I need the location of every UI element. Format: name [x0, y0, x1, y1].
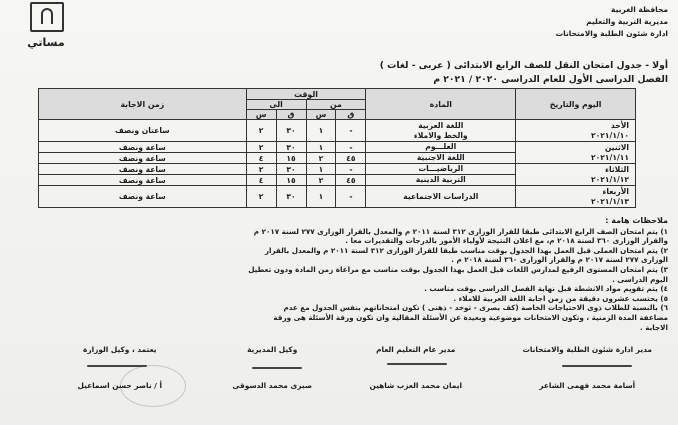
to-hour: ٢: [246, 164, 276, 175]
to-minute: ٣٠: [276, 164, 306, 175]
signature-role: مدير عام التعليم العام: [376, 345, 456, 354]
logo-text: مساتي: [27, 36, 65, 49]
table-row: [39, 142, 636, 153]
row-subject: التربية الدينية: [366, 175, 516, 186]
to-minute: ٣٠: [276, 186, 306, 208]
duration: ساعة ونصف: [39, 186, 247, 208]
row-day-date: [516, 120, 636, 142]
duration: ساعة ونصف: [39, 153, 247, 164]
signature-scribble: [87, 365, 147, 367]
to-hour: ٢: [246, 120, 276, 142]
note-line: ٤) يتم تقويم مواد الانشطة قبل نهاية الفصل الدراسى بوقت مناسب .: [424, 284, 668, 294]
day-name: الثلاثاء: [605, 164, 629, 174]
from-minute: ٤٥: [336, 175, 366, 186]
day-date: ٢٠٢١/١/١٢: [591, 174, 629, 184]
signature-block: [77, 345, 162, 390]
from-hour: ١: [306, 120, 336, 142]
to-hour: ٢: [246, 186, 276, 208]
duration: ساعة ونصف: [39, 164, 247, 175]
from-hour: ١: [306, 186, 336, 208]
row-day-date: [516, 186, 636, 208]
header-time: الوقت: [246, 89, 366, 100]
note-line: ٥) يحتسب عشرون دقيقة من زمن اجابة اللغة العربية للاملاء .: [453, 293, 668, 303]
signature-role: يعتمد ، وكيل الوزارة: [82, 345, 157, 354]
logo: [22, 2, 70, 52]
row-subject: الرياضيـــات: [366, 164, 516, 175]
table-row: [39, 186, 636, 208]
schedule-title: أولا - جدول امتحان النقل للصف الرابع الابتدائى ( عربى - لغات ): [379, 60, 668, 71]
header-subject: المادة: [366, 89, 516, 120]
table-row: [39, 164, 636, 175]
to-hour: ٤: [246, 175, 276, 186]
note-line: والقرار الوزارى ٣٦٠ لسنة ٢٠١٨ م، مع اعلان النتيجة لأولياء الأمور بالدرجات والتقديرات معا .: [345, 236, 668, 246]
signature-scribble: [387, 363, 447, 365]
schedule-subtitle: الفصل الدراسى الأول للعام الدراسى ٢٠٢٠ / ٢٠٢١ م: [433, 74, 668, 85]
from-hour: ١: [306, 142, 336, 153]
day-name: الأحد: [610, 120, 629, 130]
signature-name: أ / ناصر حسن اسماعيل: [77, 381, 162, 390]
signatures: [30, 345, 652, 415]
row-subject: اللغة الاجنبية: [366, 153, 516, 164]
signature-block: [369, 345, 462, 390]
subject-name: اللغة العربية: [418, 120, 464, 130]
note-line: مضاعفة المدة الزمنية ، وتكون الامتحانات موضوعية وبعيدة عن الأسئلة المقالية وان تكون ورقة الأسئلة هى ورقة: [273, 312, 668, 322]
subject-name-line2: والخط والاملاء: [413, 130, 468, 140]
day-date: ٢٠٢١/١/١٣: [591, 196, 629, 206]
signature-scribble: [252, 367, 302, 369]
row-subject: الدراسات الاجتماعية: [366, 186, 516, 208]
important-notes: [38, 216, 668, 332]
header-department: ادارة شئون الطلبة والامتحانات: [555, 29, 668, 38]
signature-scribble: [562, 365, 632, 367]
from-hour: ٢: [306, 153, 336, 164]
row-subject: [366, 120, 516, 142]
from-minute: -: [336, 186, 366, 208]
header-to-minute: ق: [276, 110, 306, 120]
to-minute: ١٥: [276, 175, 306, 186]
note-line: ٣) يتم امتحان المستوى الرفيع لمدارس اللغات قبل العمل بهذا الجدول بوقت مناسب مع مراعاة زمن المادة ودون تعطيل: [248, 264, 668, 274]
day-name: الاثنين: [604, 142, 629, 152]
note-line: الاجابة .: [640, 322, 668, 332]
day-name: الأربعاء: [602, 186, 629, 196]
header-directorate: مديرية التربية والتعليم: [586, 17, 668, 26]
note-line: ٦) بالنسبة للطلاب ذوى الاحتياجات الخاصة (كف بصرى - توحد - ذهنى ) تكون امتحاناتهم بنفس الجدول مع عدم: [283, 303, 668, 313]
signature-name: صبرى محمد الدسوقى: [232, 381, 312, 390]
note-line: الوزارى ٢٧٧ لسنة ٢٠١٧ م والقرار الوزارى ٣٦٠ لسنة ٢٠١٨ م .: [451, 255, 668, 265]
header-day-date: اليوم والتاريخ: [516, 89, 636, 120]
to-minute: ١٥: [276, 153, 306, 164]
note-line: ١) يتم امتحان الصف الرابع الابتدائى طبقا للقرار الوزارى ٣١٢ لسنة ٢٠١١ م والمعدل بالقرار الوزارى ٢٧٧ لسنة ٢٠١٧ م: [253, 226, 668, 236]
from-hour: ٢: [306, 175, 336, 186]
day-date: ٢٠٢١/١/١١: [591, 152, 629, 162]
to-hour: ٤: [246, 153, 276, 164]
header-duration: زمن الاجابة: [39, 89, 247, 120]
day-date: ٢٠٢١/١/١٠: [591, 130, 629, 140]
logo-emblem-icon: [30, 2, 64, 32]
duration: ساعة ونصف: [39, 175, 247, 186]
exam-schedule-table: [38, 88, 636, 208]
header-from: من: [306, 100, 366, 110]
note-line: ٢) يتم امتحان العملى قبل العمل بهذا الجدول بوقت مناسب طبقا للقرار الوزارى ٣١٢ لسنة ٢٠١١ م والمعدل بالقرار: [264, 245, 668, 255]
to-minute: ٣٠: [276, 120, 306, 142]
from-hour: ١: [306, 164, 336, 175]
from-minute: -: [336, 120, 366, 142]
duration: ساعة ونصف: [39, 142, 247, 153]
signature-name: ايمان محمد العزب شاهين: [369, 381, 462, 390]
signature-block: [522, 345, 652, 390]
signature-name: أسامة محمد فهمى الشاعر: [539, 381, 636, 390]
row-subject: العلـــوم: [366, 142, 516, 153]
to-hour: ٢: [246, 142, 276, 153]
note-line: اليوم الدراسى .: [612, 274, 668, 284]
signature-role: وكيل المديرية: [247, 345, 298, 354]
signature-block: [232, 345, 312, 390]
from-minute: -: [336, 164, 366, 175]
from-minute: ٤٥: [336, 153, 366, 164]
header-from-hour: س: [306, 110, 336, 120]
duration: ساعتان ونصف: [39, 120, 247, 142]
row-day-date: [516, 142, 636, 164]
header-to: الى: [246, 100, 306, 110]
header-governorate: محافظة الغربية: [611, 5, 668, 14]
to-minute: ٣٠: [276, 142, 306, 153]
table-row: [39, 120, 636, 142]
header-to-hour: س: [246, 110, 276, 120]
row-day-date: [516, 164, 636, 186]
from-minute: -: [336, 142, 366, 153]
header-from-minute: ق: [336, 110, 366, 120]
signature-role: مدير ادارة شئون الطلبة والامتحانات: [522, 345, 652, 354]
notes-title: ملاحظات هامة :: [605, 216, 668, 225]
document-header: [498, 4, 668, 40]
